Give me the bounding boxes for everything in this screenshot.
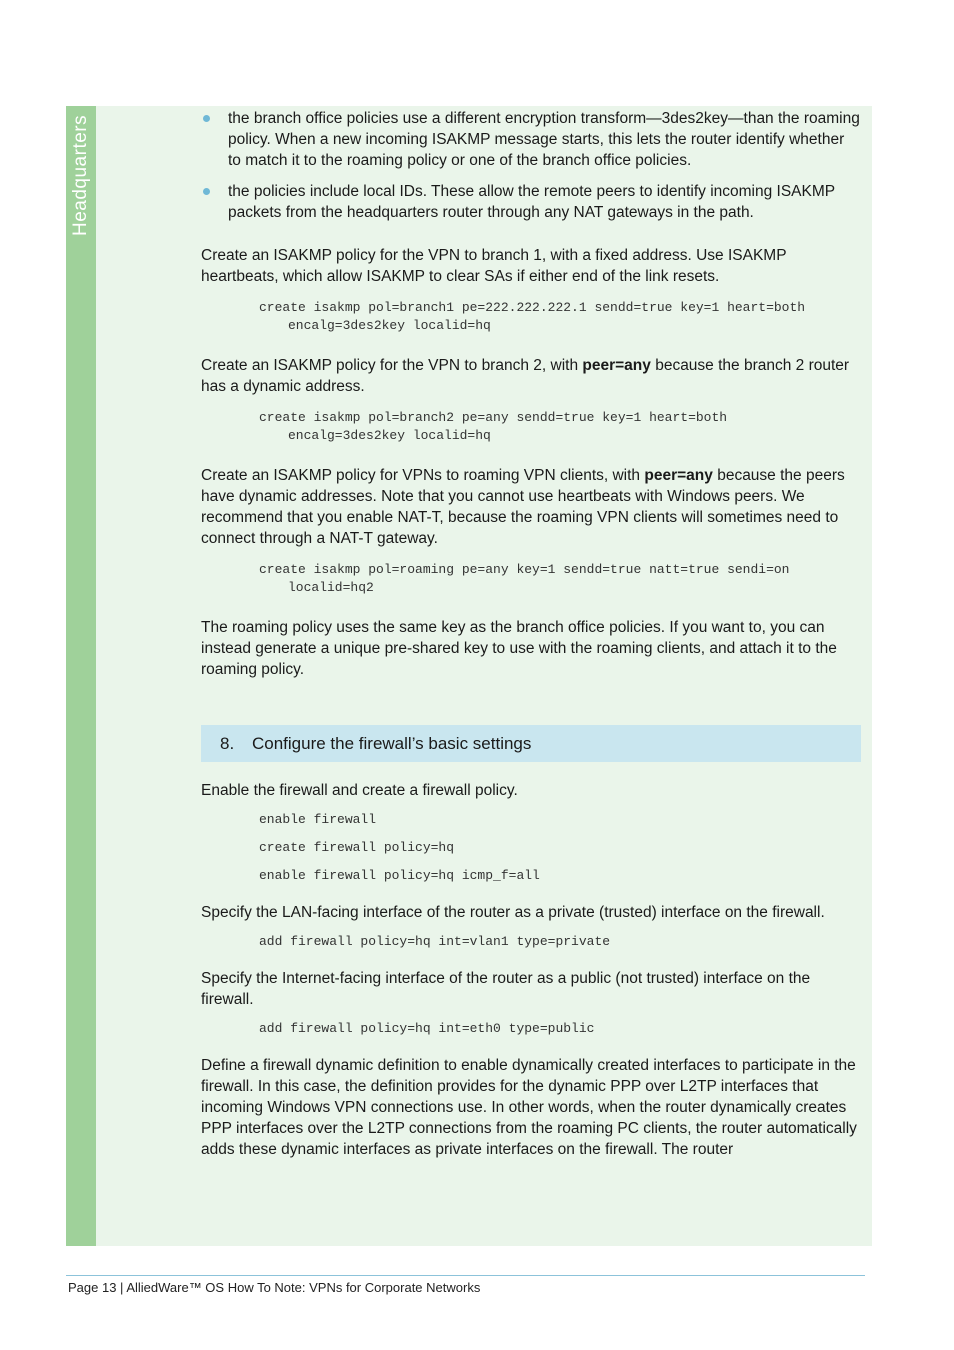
code-block-roaming: create isakmp pol=roaming pe=any key=1 sendd=true natt=true sendi=on localid=hq2 — [259, 562, 790, 595]
page-footer: Page 13 | AlliedWare™ OS How To Note: VPNs for Corporate Networks — [68, 1280, 481, 1295]
paragraph-dynamic-definition: Define a firewall dynamic definition to enable dynamically created interfaces to participate in the firewall. In this case, the definition provides for the dynamic PPP over L2TP interfaces that incoming Windows VPN connections use. In other words, when the router dynamically creates PPP interfaces over the L2TP connections from the roaming PC clients, the router automatically adds these dynamic interfaces as private interfaces on the firewall. The router — [201, 1057, 857, 1158]
section-number: 8. — [220, 734, 235, 753]
section-heading — [201, 725, 861, 762]
list-item: the policies include local IDs. These allow the remote peers to identify incoming ISAKMP packets from the headquarters router through any NAT gateways in the path. — [201, 181, 861, 223]
paragraph-roaming: Create an ISAKMP policy for VPNs to roaming VPN clients, with peer=any because the peers have dynamic addresses. Note that you cannot use heartbeats with Windows peers. We recommend that you enable NAT-T, because the roaming VPN clients will sometimes need to connect through a NAT-T gateway. — [201, 467, 845, 547]
code-block-branch1: create isakmp pol=branch1 pe=222.222.222.1 sendd=true key=1 heart=both encalg=3des2key localid=hq — [259, 300, 806, 333]
paragraph-enable-firewall: Enable the firewall and create a firewall policy. — [201, 782, 518, 799]
code-create-policy: create firewall policy=hq — [259, 840, 455, 855]
paragraph-branch1: Create an ISAKMP policy for the VPN to branch 1, with a fixed address. Use ISAKMP heartbeats, which allow ISAKMP to clear SAs if either end of the link resets. — [201, 247, 787, 285]
section-title: Configure the firewall’s basic settings — [252, 734, 532, 753]
code-block-branch2: create isakmp pol=branch2 pe=any sendd=true key=1 heart=both encalg=3des2key localid=hq — [259, 410, 728, 443]
footer-rule — [66, 1275, 865, 1276]
side-tab-label: Headquarters — [70, 114, 91, 236]
side-tab-label-wrap — [66, 106, 96, 246]
bullet-dot-icon — [203, 115, 210, 122]
code-enable-firewall: enable firewall — [259, 812, 377, 827]
paragraph-branch2: Create an ISAKMP policy for the VPN to branch 2, with peer=any because the branch 2 router has a dynamic address. — [201, 357, 850, 395]
paragraph-roaming-key: The roaming policy uses the same key as the branch office policies. If you want to, you can instead generate a unique pre-shared key to use with the roaming clients, and attach it to the roaming policy. — [201, 619, 837, 678]
code-enable-policy: enable firewall policy=hq icmp_f=all — [259, 868, 540, 883]
paragraph-lan-interface: Specify the LAN-facing interface of the router as a private (trusted) interface on the firewall. — [201, 904, 825, 921]
code-private-interface: add firewall policy=hq int=vlan1 type=private — [259, 934, 611, 949]
document-body — [201, 108, 861, 1160]
side-tab — [66, 106, 96, 1246]
list-item: the branch office policies use a different encryption transform—3des2key—than the roaming policy. When a new incoming ISAKMP message starts, this lets the router identify whether to match it to the roaming policy or one of the branch office policies. — [201, 108, 861, 171]
code-public-interface: add firewall policy=hq int=eth0 type=public — [259, 1021, 595, 1036]
paragraph-internet-interface: Specify the Internet-facing interface of the router as a public (not trusted) interface on the firewall. — [201, 970, 811, 1008]
bullet-dot-icon — [203, 188, 210, 195]
bullet-list — [201, 108, 861, 223]
